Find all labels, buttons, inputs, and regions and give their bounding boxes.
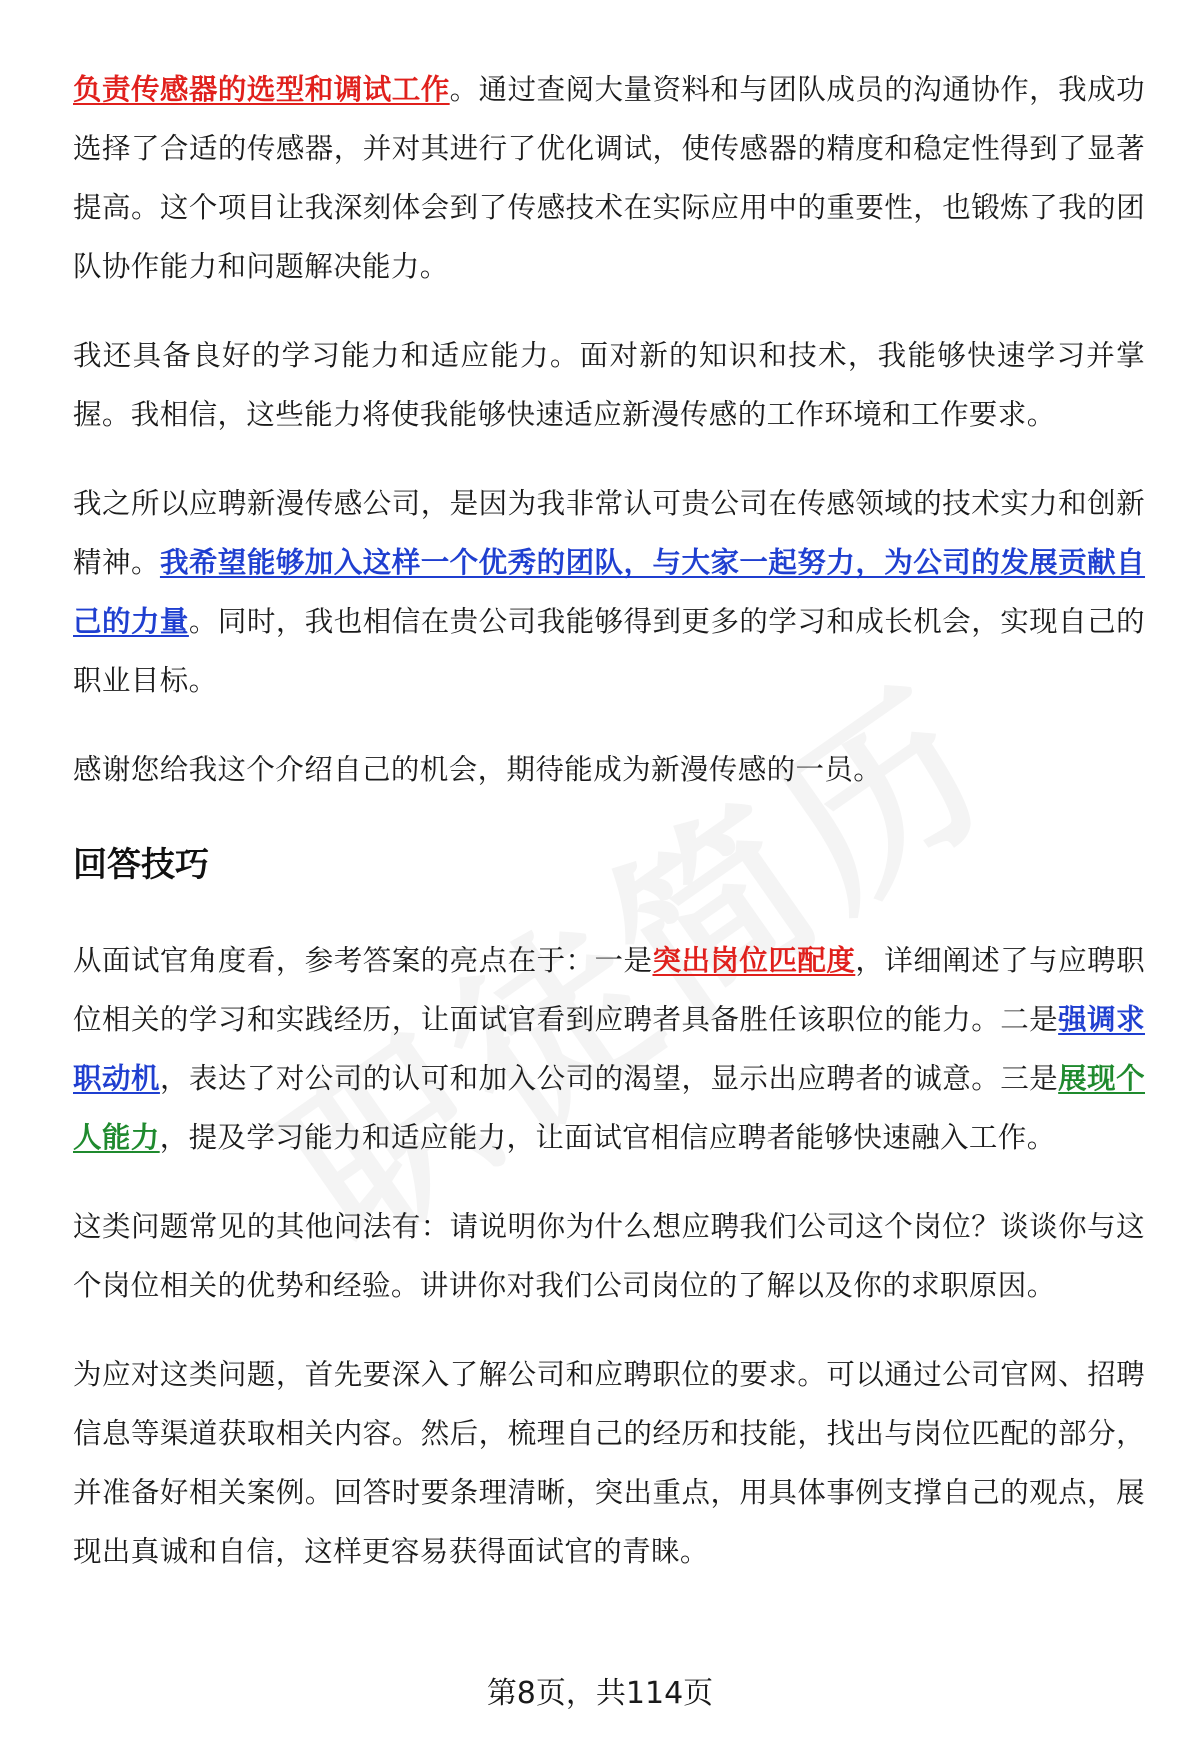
paragraph-text: 感谢您给我这个介绍自己的机会，期待能成为新漫传感的一员。 — [73, 753, 883, 786]
document-body — [73, 60, 1145, 1611]
section-title: 回答技巧 — [73, 845, 209, 885]
paragraph-thanks — [73, 740, 1145, 799]
paragraph-answer-highlights — [73, 931, 1145, 1167]
highlight-motivation: 强调求职动机 — [73, 1003, 1145, 1095]
paragraph-text: 为应对这类问题，首先要深入了解公司和应聘职位的要求。可以通过公司官网、招聘信息等渠道获取相关内容。然后，梳理自己的经历和技能，找出与岗位匹配的部分，并准备好相关案例。回答时要条理清晰，突出重点，用具体事例支撑自己的观点，展现出真诚和自信，这样更容易获得面试官的青睐。 — [73, 1358, 1145, 1568]
paragraph-text: ，提及学习能力和适应能力，让面试官相信应聘者能够快速融入工作。 — [159, 1121, 1056, 1154]
paragraph-text: 从面试官角度看，参考答案的亮点在于：一是 — [73, 944, 653, 977]
paragraph-text: 我还具备良好的学习能力和适应能力。面对新的知识和技术，我能够快速学习并掌握。我相信，这些能力将使我能够快速适应新漫传感的工作环境和工作要求。 — [73, 339, 1145, 431]
paragraph-sensor-work — [73, 60, 1145, 296]
paragraph-text: 。同时，我也相信在贵公司我能够得到更多的学习和成长机会，实现自己的职业目标。 — [73, 605, 1145, 697]
paragraph-text: 。通过查阅大量资料和与团队成员的沟通协作，我成功选择了合适的传感器，并对其进行了优化调试，使传感器的精度和稳定性得到了显著提高。这个项目让我深刻体会到了传感技术在实际应用中的重要性，也锻炼了我的团队协作能力和问题解决能力。 — [73, 73, 1145, 283]
paragraph-text: 这类问题常见的其他问法有：请说明你为什么想应聘我们公司这个岗位？谈谈你与这个岗位相关的优势和经验。讲讲你对我们公司岗位的了解以及你的求职原因。 — [73, 1210, 1145, 1302]
paragraph-alternative-questions — [73, 1197, 1145, 1315]
paragraph-motivation — [73, 474, 1145, 710]
highlight-job-match: 突出岗位匹配度 — [652, 944, 856, 977]
paragraph-text: 我之所以应聘新漫传感公司，是因为我非常认可贵公司在传感领域的技术实力和创新精神。 — [73, 487, 1145, 579]
highlight-ability: 展现个人能力 — [73, 1062, 1146, 1154]
highlight-join-team: 我希望能够加入这样一个优秀的团队，与大家一起努力，为公司的发展贡献自己的力量 — [73, 546, 1146, 638]
page-number: 第8页，共114页 — [486, 1676, 714, 1711]
paragraph-learning-ability — [73, 326, 1145, 444]
paragraph-text: ，详细阐述了与应聘职位相关的学习和实践经历，让面试官看到应聘者具备胜任该职位的能力。二是 — [73, 944, 1145, 1036]
highlight-sensor-selection: 负责传感器的选型和调试工作 — [73, 73, 450, 106]
paragraph-text: ，表达了对公司的认可和加入公司的渴望，显示出应聘者的诚意。三是 — [159, 1062, 1059, 1095]
paragraph-preparation-advice — [73, 1345, 1145, 1581]
